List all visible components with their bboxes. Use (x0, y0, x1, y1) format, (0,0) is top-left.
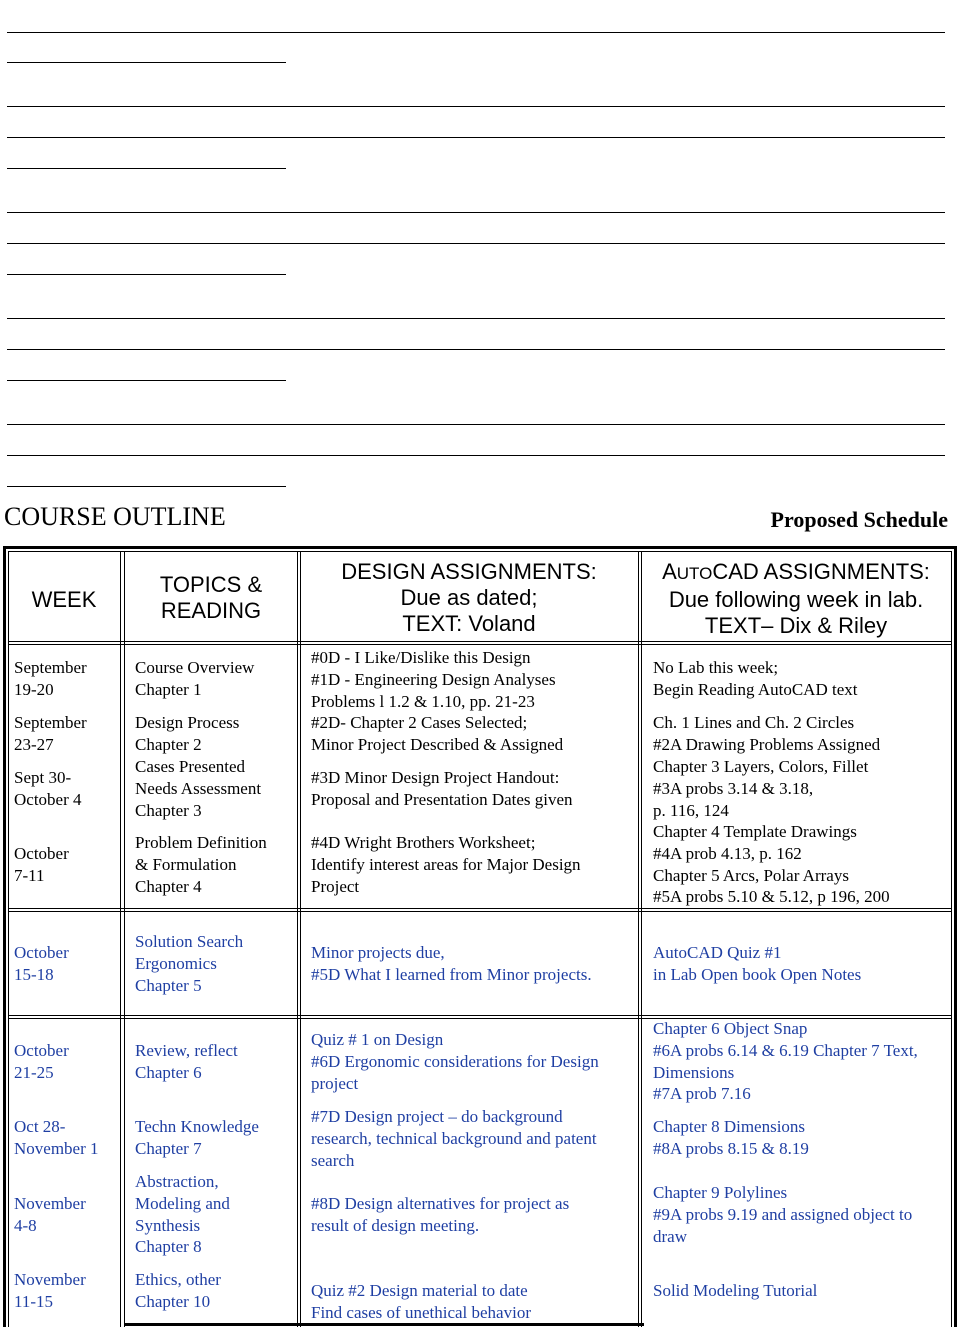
design-cell: #7D Design project – do background research, technical background and patent search (311, 1107, 597, 1170)
week-cell: October 21-25 (14, 1041, 69, 1082)
topics-cell: Review, reflect Chapter 6 (135, 1041, 238, 1082)
autocad-cell: Chapter 3 Layers, Colors, Fillet #3A probs 3.14 & 3.18, p. 116, 124 (653, 757, 869, 820)
blank-line (7, 424, 945, 425)
blank-line (7, 137, 945, 138)
blank-line (7, 62, 286, 63)
autocad-cell: No Lab this week; Begin Reading AutoCAD text (653, 658, 858, 699)
week-cell: Sept 30- October 4 (14, 768, 82, 809)
autocad-cell: Chapter 9 Polylines #9A probs 9.19 and assigned object to draw (653, 1183, 913, 1246)
topics-cell: Problem Definition & Formulation Chapter 4 (135, 833, 267, 896)
design-cell: Quiz # 1 on Design #6D Ergonomic considerations for Design project (311, 1030, 599, 1093)
blank-line (7, 243, 945, 244)
week-cell: November 11-15 (14, 1270, 86, 1311)
design-cell: #3D Minor Design Project Handout: Proposal and Presentation Dates given (311, 768, 573, 809)
topics-cell: Abstraction, Modeling and Synthesis Chapter 8 (135, 1172, 230, 1257)
blank-line (7, 32, 945, 33)
topics-cell: Cases Presented Needs Assessment Chapter 3 (135, 757, 262, 820)
topics-cell: Solution Search Ergonomics Chapter 5 (135, 932, 244, 995)
blank-line (7, 349, 945, 350)
header-design-assignments: DESIGN ASSIGNMENTS: Due as dated; TEXT: Voland (341, 559, 597, 636)
week-cell: October 15-18 (14, 943, 69, 984)
blank-line (7, 380, 286, 381)
topics-cell: Ethics, other Chapter 10 (135, 1270, 221, 1311)
blank-line (7, 106, 945, 107)
autocad-cell: Solid Modeling Tutorial (653, 1281, 818, 1300)
blank-line (7, 212, 945, 213)
blank-line (7, 486, 286, 487)
autocad-cell: Chapter 4 Template Drawings #4A prob 4.13, p. 162 Chapter 5 Arcs, Polar Arrays #5A probs 5.10 & 5.12, p 196, 200 (653, 822, 890, 907)
blank-line (7, 168, 286, 169)
week-cell: September 19-20 (14, 658, 87, 699)
header-autocad-assignments: AUTOCAD ASSIGNMENTS: Due following week in lab. TEXT– Dix & Riley (662, 559, 930, 638)
topics-cell: Course Overview Chapter 1 (135, 658, 255, 699)
week-cell: September 23-27 (14, 713, 87, 754)
autocad-cell: Ch. 1 Lines and Ch. 2 Circles #2A Drawing Problems Assigned (653, 713, 881, 754)
blank-line (7, 274, 286, 275)
week-cell: November 4-8 (14, 1194, 86, 1235)
proposed-schedule-label: Proposed Schedule (770, 507, 948, 532)
page-title: COURSE OUTLINE (4, 502, 226, 531)
design-cell: #4D Wright Brothers Worksheet; Identify interest areas for Major Design Project (311, 833, 581, 896)
design-cell: #8D Design alternatives for project as result of design meeting. (311, 1194, 570, 1235)
autocad-cell: Chapter 8 Dimensions #8A probs 8.15 & 8.19 (653, 1117, 809, 1158)
autocad-cell: Chapter 6 Object Snap #6A probs 6.14 & 6.19 Chapter 7 Text, Dimensions #7A prob 7.16 (653, 1019, 918, 1104)
design-cell: Minor projects due, #5D What I learned from Minor projects. (311, 943, 592, 984)
header-topics: TOPICS & READING (159, 572, 263, 623)
week-cell: Oct 28- November 1 (14, 1117, 99, 1158)
topics-cell: Techn Knowledge Chapter 7 (135, 1117, 259, 1158)
week-cell: October 7-11 (14, 844, 69, 885)
design-cell: #2D- Chapter 2 Cases Selected; Minor Project Described & Assigned (311, 713, 564, 754)
design-cell: #0D - I Like/Dislike this Design #1D - Engineering Design Analyses Problems l 1.2 & 1.10, pp. 21-23 (311, 648, 556, 711)
header-week: WEEK (31, 587, 97, 612)
blank-line (7, 455, 945, 456)
topics-cell: Design Process Chapter 2 (135, 713, 240, 754)
design-cell: Quiz #2 Design material to date Find cases of unethical behavior (311, 1281, 531, 1322)
blank-line (7, 318, 945, 319)
autocad-cell: AutoCAD Quiz #1 in Lab Open book Open Notes (653, 943, 862, 984)
